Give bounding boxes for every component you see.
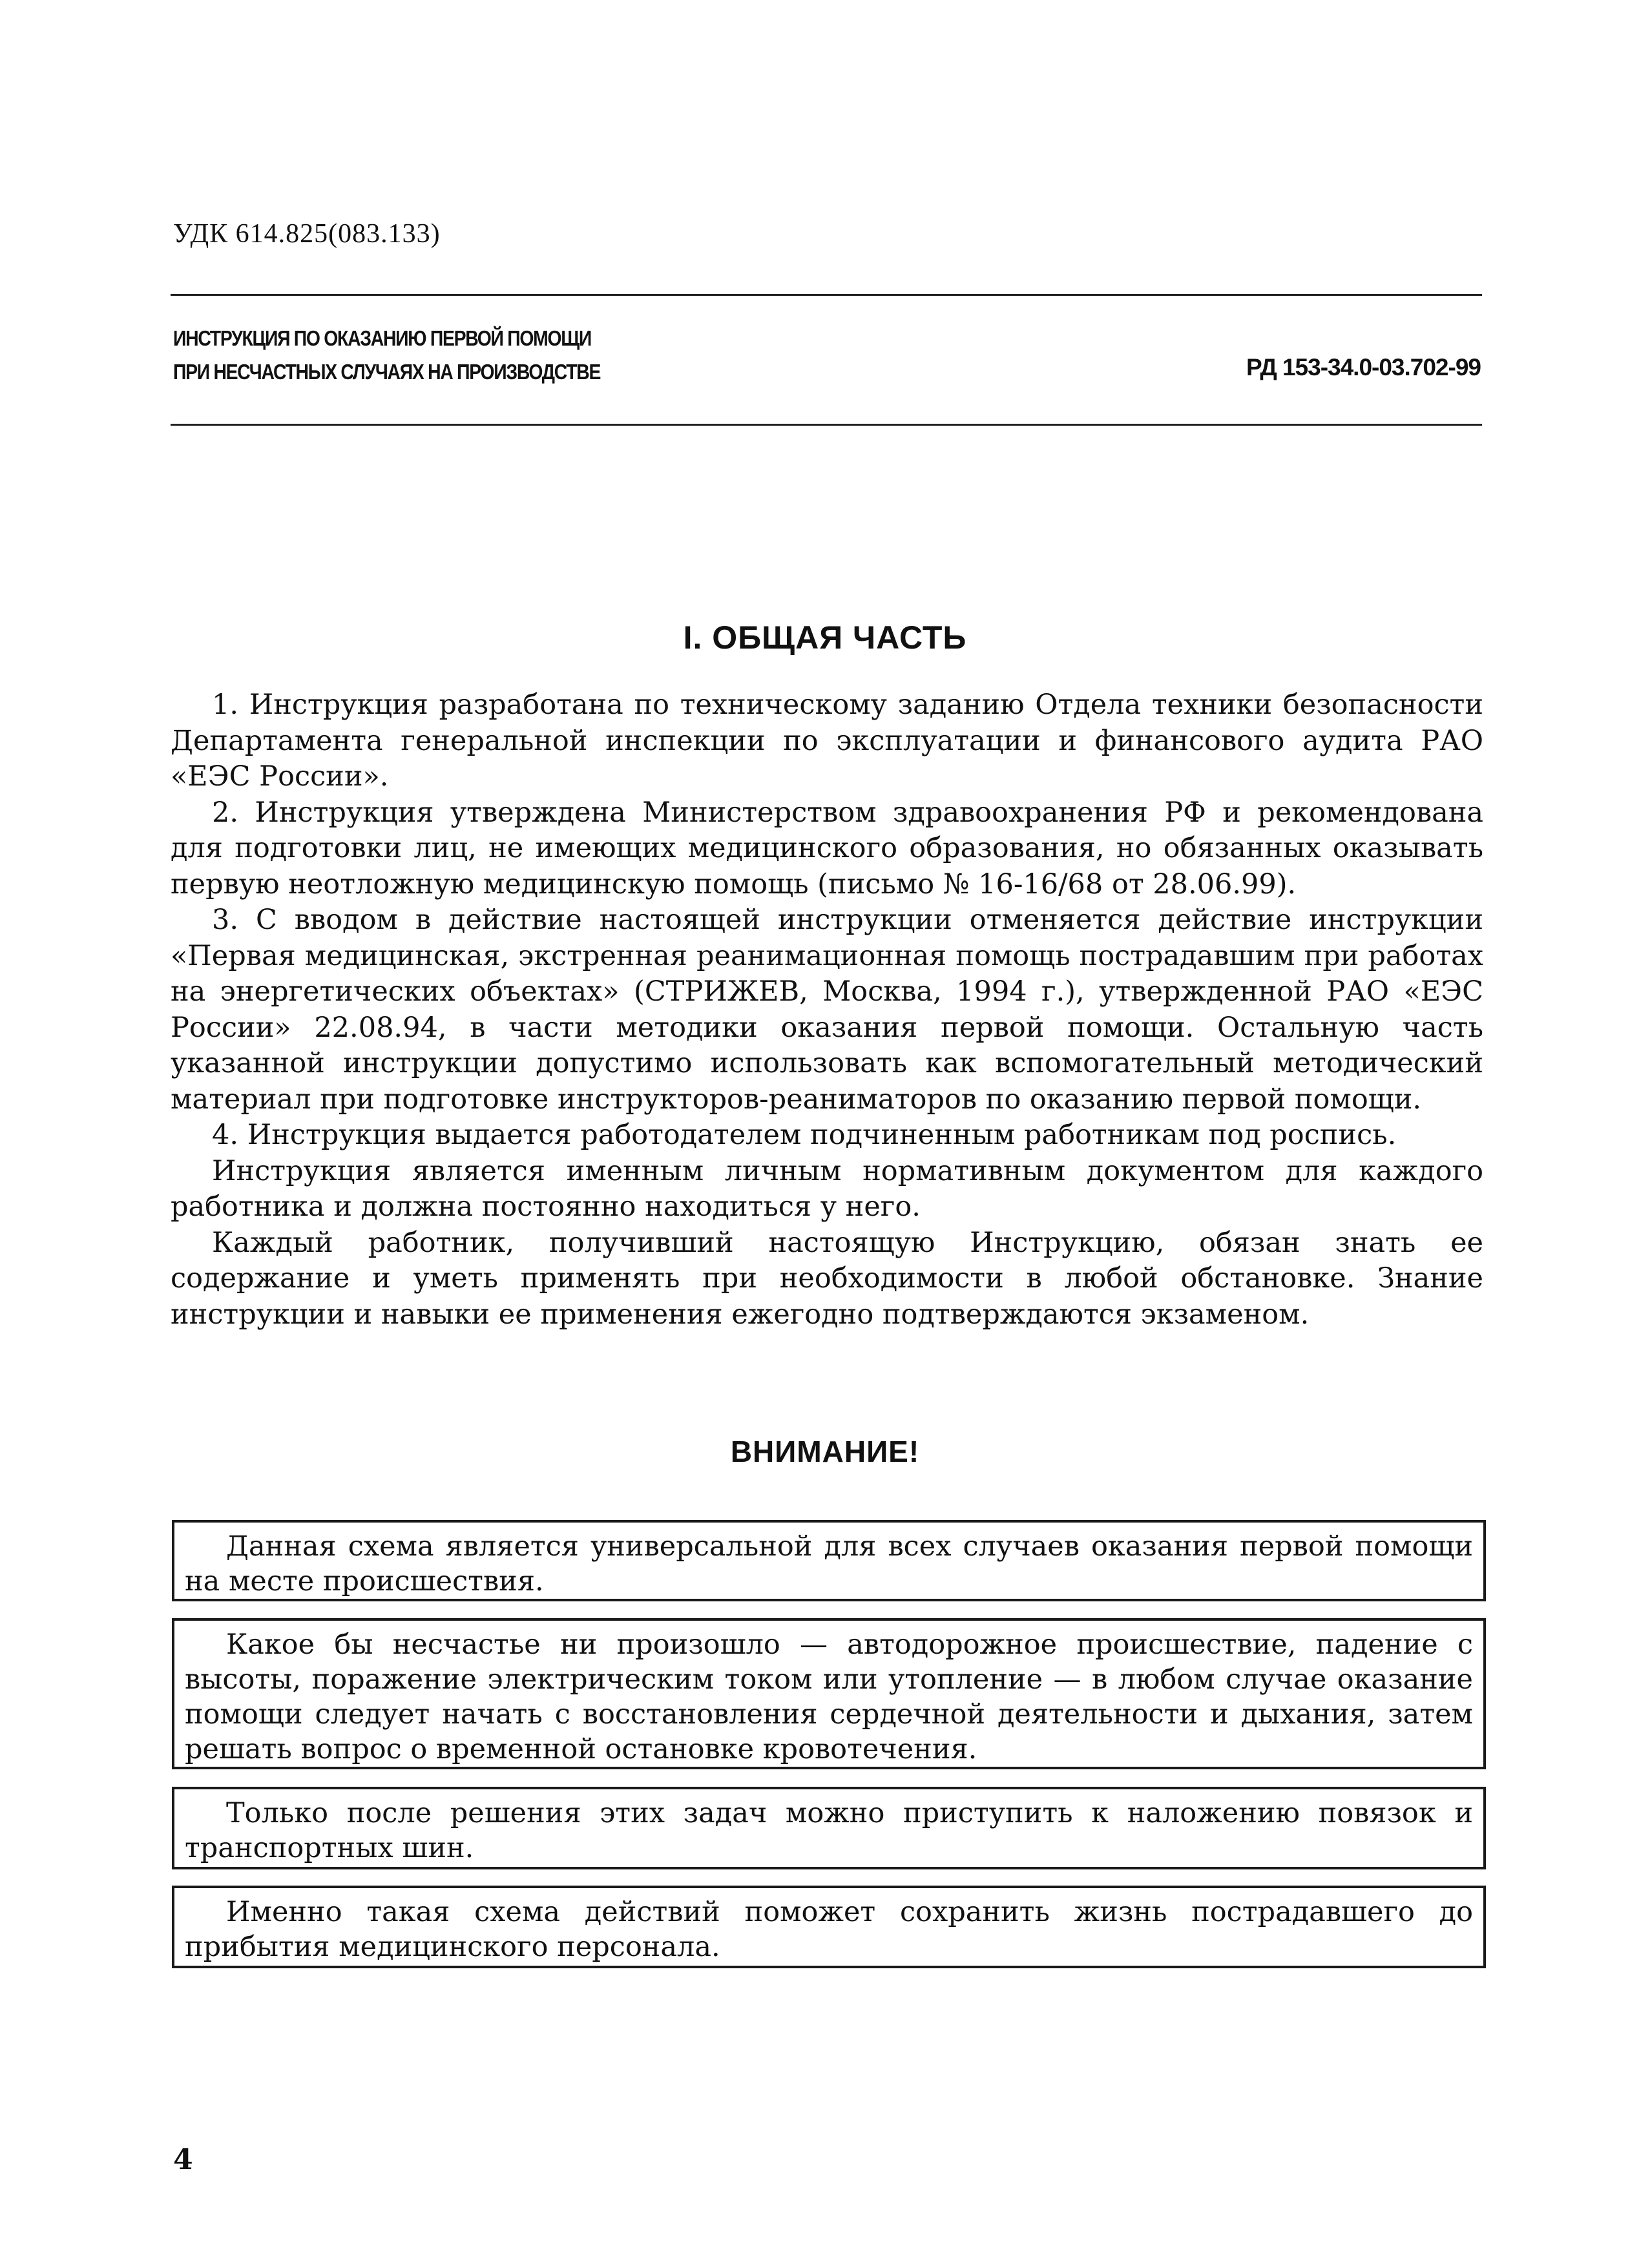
section-body	[171, 687, 1483, 1333]
document-code: РД 153-34.0-03.702-99	[1246, 354, 1481, 380]
header-rule-top	[171, 294, 1482, 296]
attention-box-3	[172, 1787, 1486, 1869]
attention-heading: ВНИМАНИЕ!	[730, 1435, 920, 1468]
paragraph-1: 1. Инструкция разработана по техническому заданию Отдела техники безопасности Департамента генеральной инспекции по эксплуатации и финансового аудита РАО «ЕЭС России».	[171, 689, 1483, 793]
page-number: 4	[173, 2143, 193, 2176]
paragraph-6: Каждый работник, получивший настоящую Инструкцию, обязан знать ее содержание и уметь применять при необходимости в любой обстановке. Знание инструкции и навыки ее применения ежегодно подтверждаются экзаменом.	[171, 1226, 1483, 1331]
document-title-line-2: ПРИ НЕСЧАСТНЫХ СЛУЧАЯХ НА ПРОИЗВОДСТВЕ	[173, 360, 601, 384]
document-title-line-1: ИНСТРУКЦИЯ ПО ОКАЗАНИЮ ПЕРВОЙ ПОМОЩИ	[173, 326, 592, 350]
paragraph-2: 2. Инструкция утверждена Министерством здравоохранения РФ и рекомендована для подготовки лиц, не имеющих медицинского образования, но обязанных оказывать первую неотложную медицинскую помощь (письмо № 16-16/68 от 28.06.99).	[171, 796, 1483, 900]
attention-box-1	[172, 1520, 1486, 1601]
udk-code: УДК 614.825(083.133)	[173, 219, 441, 249]
attention-box-3-text: Только после решения этих задач можно приступить к наложению повязок и транспортных шин.	[185, 1797, 1473, 1864]
header-rule-bottom	[171, 424, 1482, 426]
attention-box-4	[172, 1886, 1486, 1968]
attention-box-2	[172, 1618, 1486, 1769]
attention-box-1-text: Данная схема является универсальной для всех случаев оказания первой помощи на месте происшествия.	[185, 1530, 1473, 1597]
paragraph-4: 4. Инструкция выдается работодателем подчиненным работникам под роспись.	[212, 1119, 1397, 1151]
paragraph-5: Инструкция является именным личным нормативным документом для каждого работника и должна постоянно находиться у него.	[171, 1154, 1483, 1223]
attention-box-4-text: Именно такая схема действий поможет сохранить жизнь пострадавшего до прибытия медицинского персонала.	[185, 1896, 1473, 1963]
attention-box-2-text: Какое бы несчастье ни произошло — автодорожное происшествие, падение с высоты, поражение электрическим током или утопление — в любом случае оказание помощи следует начать с восстановления сердечной деятельности и дыхания, затем решать вопрос о временной остановке кровотечения.	[185, 1628, 1473, 1765]
document-title	[173, 322, 600, 389]
paragraph-3: 3. С вводом в действие настоящей инструкции отменяется действие инструкции «Первая медицинская, экстренная реанимационная помощь пострадавшим при работах на энергетических объектах» (СТРИЖЕВ, Москва, 1994 г.), утвержденной РАО «ЕЭС России» 22.08.94, в части методики оказания первой помощи. Остальную часть указанной инструкции допустимо использовать как вспомогательный методический материал при подготовке инструкторов-реаниматоров по оказанию первой помощи.	[171, 904, 1483, 1116]
section-title: I. ОБЩАЯ ЧАСТЬ	[683, 619, 967, 656]
